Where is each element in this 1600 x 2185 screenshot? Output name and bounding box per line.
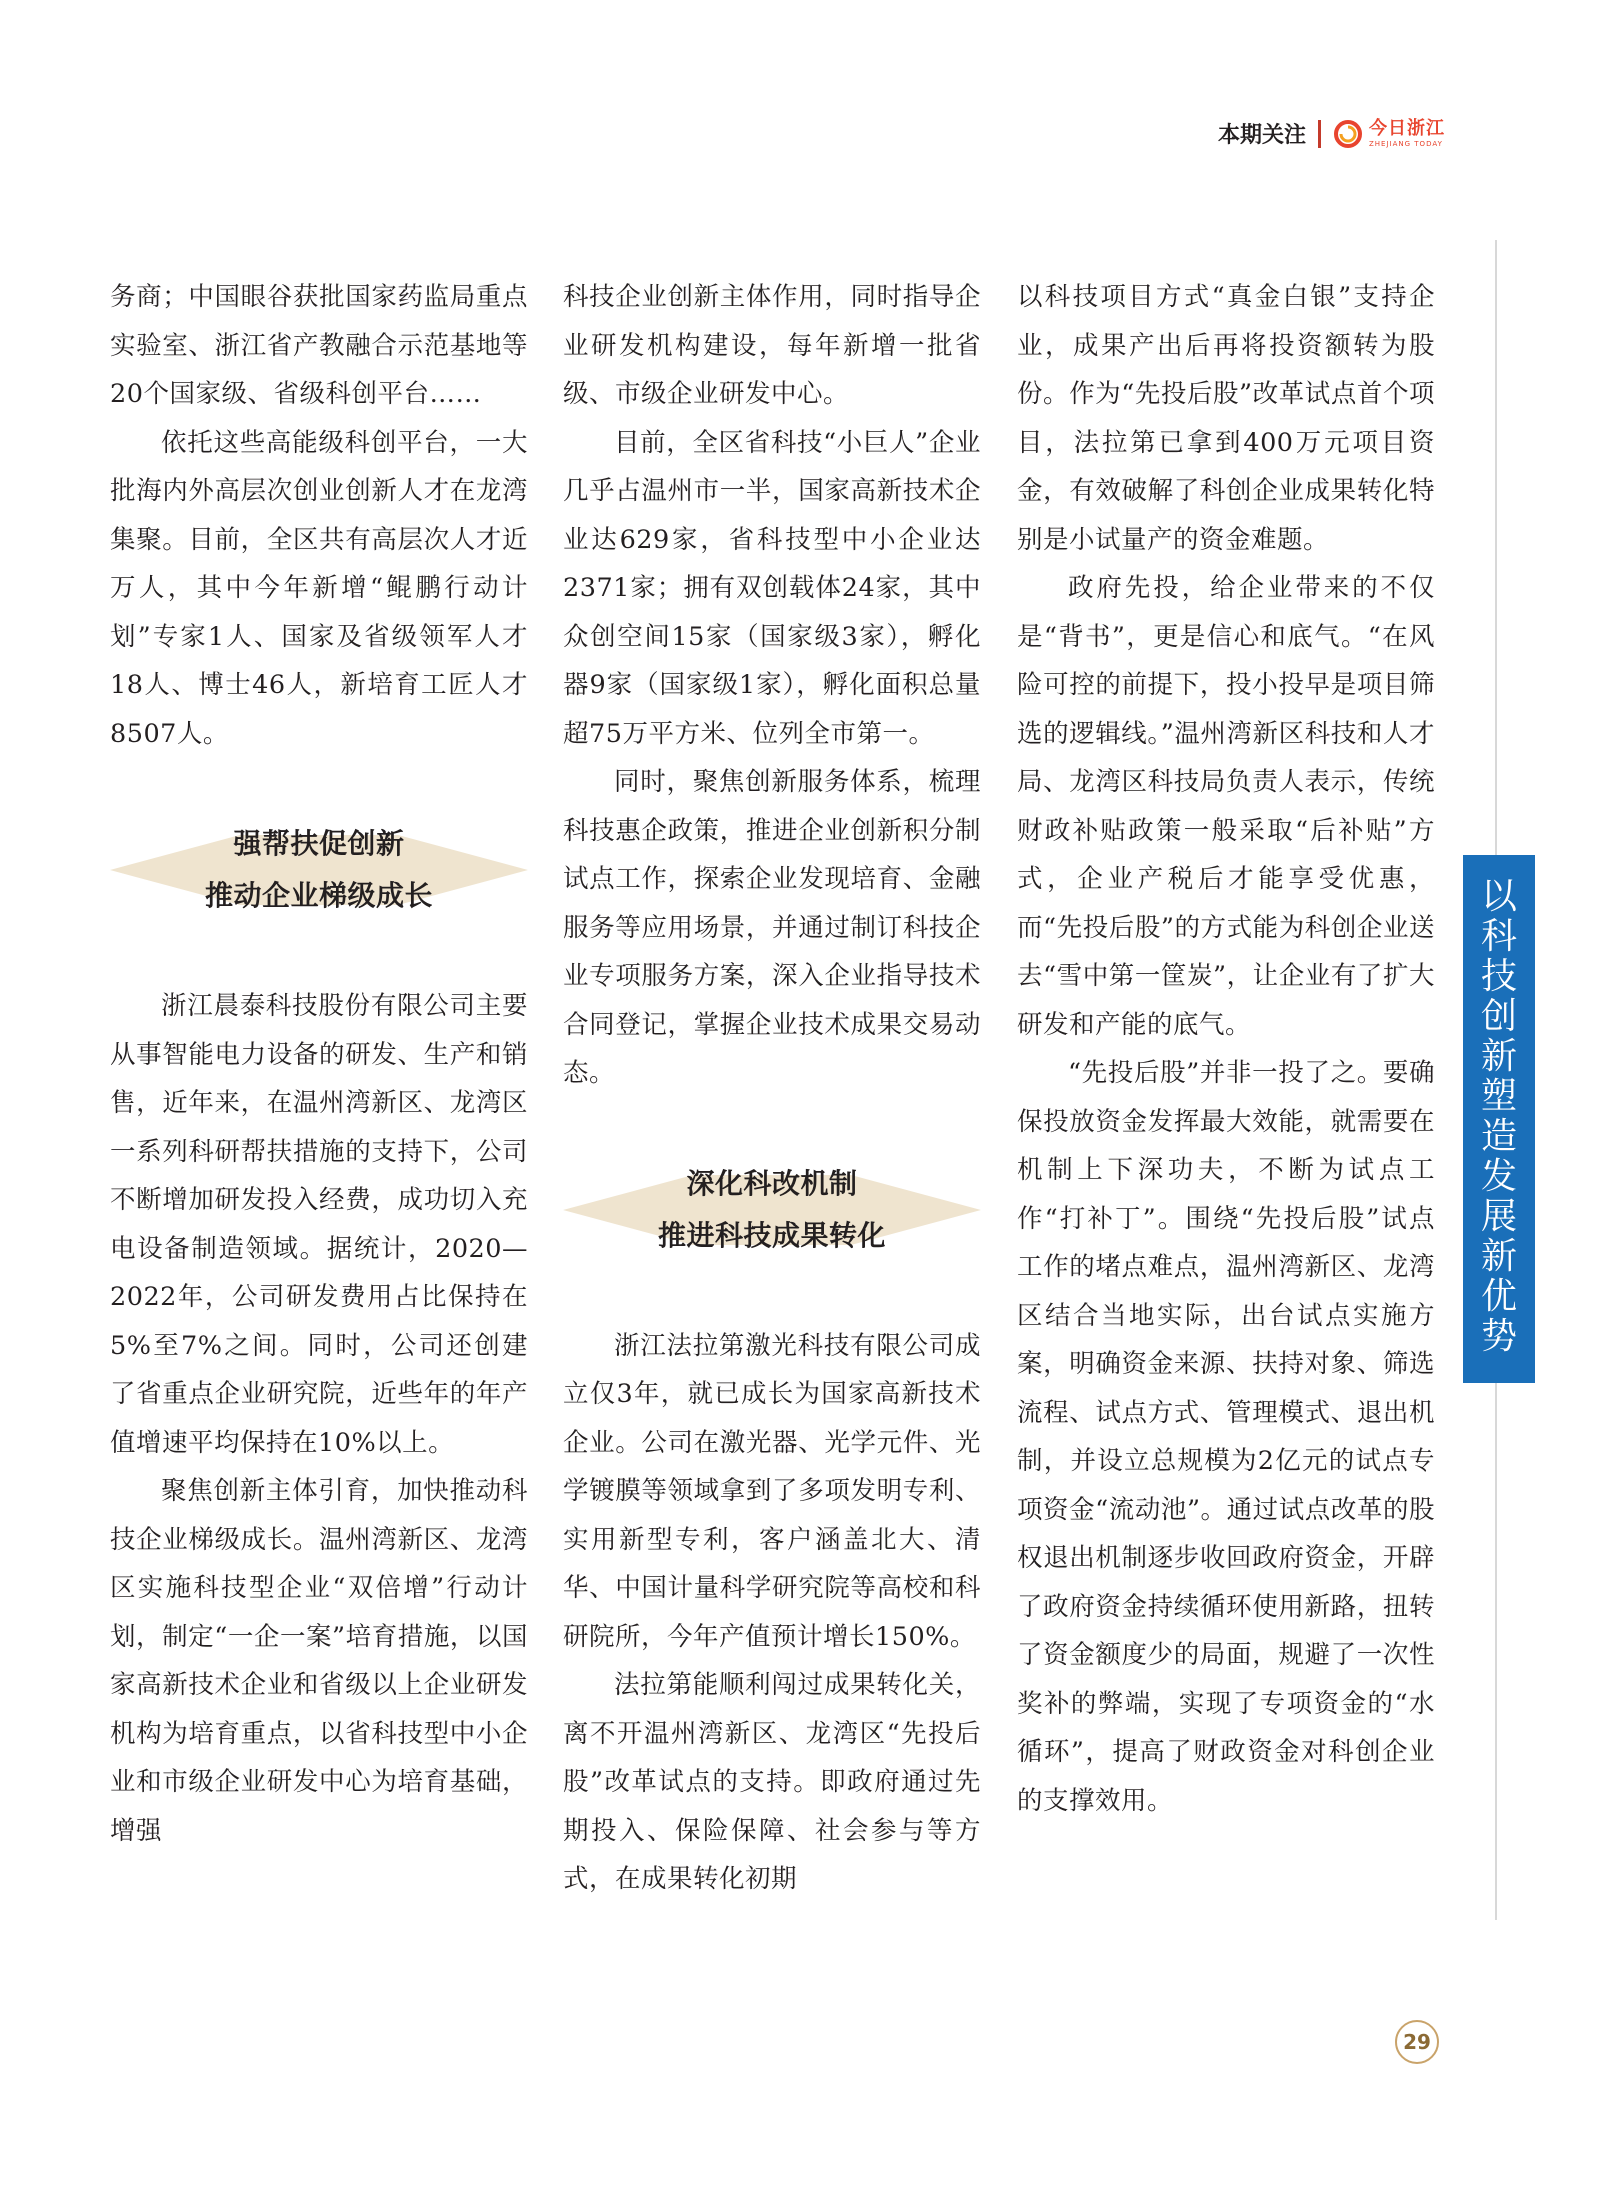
- paragraph: 科技企业创新主体作用，同时指导企业研发机构建设，每年新增一批省级、市级企业研发中心。: [563, 282, 981, 409]
- paragraph: “先投后股”并非一投了之。要确保投放资金发挥最大效能，就需要在机制上下深功夫，不断为试点工作“打补丁”。围绕“先投后股”试点工作的堵点难点，温州湾新区、龙湾区结合当地实际，出台试点实施方案，明确资金来源、扶持对象、筛选流程、试点方式、管理模式、退出机制，并设立总规模为2亿元的试点专项资金“流动池”。通过试点改革的股权退出机制逐步收回政府资金，开辟了政府资金持续循环使用新路，扭转了资金额度少的局面，规避了一次性奖补的弊端，实现了专项资金的“水循环”，提高了财政资金对科创企业的支撑效用。: [1017, 1058, 1435, 1816]
- logo-chinese-text: 今日浙江: [1369, 117, 1445, 139]
- header-divider: [1318, 120, 1321, 148]
- paragraph: 法拉第能顺利闯过成果转化关，离不开温州湾新区、龙湾区“先投后股”改革试点的支持。即政府通过先期投入、保险保障、社会参与等方式，在成果转化初期: [563, 1670, 981, 1894]
- paragraph: 浙江晨泰科技股份有限公司主要从事智能电力设备的研发、生产和销售，近年来，在温州湾新区、龙湾区一系列科研帮扶措施的支持下，公司不断增加研发投入经费，成功切入充电设备制造领域。据统计，2020—2022年，公司研发费用占比保持在5%至7%之间。同时，公司还创建了省重点企业研究院，近些年的年产值增速平均保持在10%以上。: [110, 991, 528, 1458]
- side-section-label: [1463, 855, 1535, 1383]
- column-2: [563, 273, 981, 1904]
- magazine-logo: [1333, 119, 1445, 149]
- page-header: [1218, 118, 1445, 149]
- subheading-line-2: 推进科技成果转化: [657, 1218, 886, 1252]
- column-3: [1017, 273, 1435, 1825]
- side-label-text: 以科技创新塑造发展新优势: [1480, 876, 1517, 1357]
- logo-swirl-icon: [1333, 119, 1363, 149]
- subheading-line-1: 深化科改机制: [686, 1166, 858, 1200]
- page-number: 29: [1395, 2020, 1439, 2064]
- paragraph: 政府先投，给企业带来的不仅是“背书”，更是信心和底气。“在风险可控的前提下，投小投早是项目筛选的逻辑线。”温州湾新区科技和人才局、龙湾区科技局负责人表示，传统财政补贴政策一般采取“后补贴”方式，企业产税后才能享受优惠，而“先投后股”的方式能为科创企业送去“雪中第一筐炭”，让企业有了扩大研发和产能的底气。: [1017, 573, 1435, 1040]
- paragraph: 目前，全区省科技“小巨人”企业几乎占温州市一半，国家高新技术企业达629家，省科技型中小企业达2371家；拥有双创载体24家，其中众创空间15家（国家级3家），孵化器9家（国家级1家），孵化面积总量超75万平方米、位列全市第一。: [563, 427, 981, 749]
- paragraph: 务商；中国眼谷获批国家药监局重点实验室、浙江省产教融合示范基地等20个国家级、省级科创平台……: [110, 282, 528, 409]
- paragraph: 以科技项目方式“真金白银”支持企业，成果产出后再将投资额转为股份。作为“先投后股”改革试点首个项目，法拉第已拿到400万元项目资金，有效破解了科创企业成果转化特别是小试量产的资金难题。: [1017, 282, 1435, 555]
- column-1: [110, 273, 528, 1855]
- section-title: 本期关注: [1217, 123, 1306, 148]
- subheading-line-2: 推动企业梯级成长: [204, 879, 433, 912]
- paragraph: 同时，聚焦创新服务体系，梳理科技惠企政策，推进企业创新积分制试点工作，探索企业发现培育、金融服务等应用场景，并通过制订科技企业专项服务方案，深入企业指导技术合同登记，掌握企业技术成果交易动态。: [563, 767, 981, 1088]
- paragraph: 浙江法拉第激光科技有限公司成立仅3年，就已成长为国家高新技术企业。公司在激光器、光学元件、光学镀膜等领域拿到了多项发明专利、实用新型专利，客户涵盖北大、清华、中国计量科学研究院等高校和科研院所，今年产值预计增长150%。: [563, 1330, 981, 1652]
- paragraph: 依托这些高能级科创平台，一大批海内外高层次创业创新人才在龙湾集聚。目前，全区共有高层次人才近万人，其中今年新增“鲲鹏行动计划”专家1人、国家及省级领军人才18人、博士46人，新培育工匠人才8507人。: [110, 427, 528, 749]
- paragraph: 聚焦创新主体引育，加快推动科技企业梯级成长。温州湾新区、龙湾区实施科技型企业“双倍增”行动计划，制定“一企一案”培育措施，以国家高新技术企业和省级以上企业研发机构为培育重点，以省科技型中小企业和市级企业研发中心为培育基础，增强: [110, 1476, 528, 1846]
- subheading-support-innovation: [110, 800, 528, 940]
- subheading-line-1: 强帮扶促创新: [233, 827, 405, 860]
- logo-english-text: ZHEJIANG TODAY: [1369, 139, 1443, 148]
- subheading-deepen-reform: [563, 1140, 981, 1280]
